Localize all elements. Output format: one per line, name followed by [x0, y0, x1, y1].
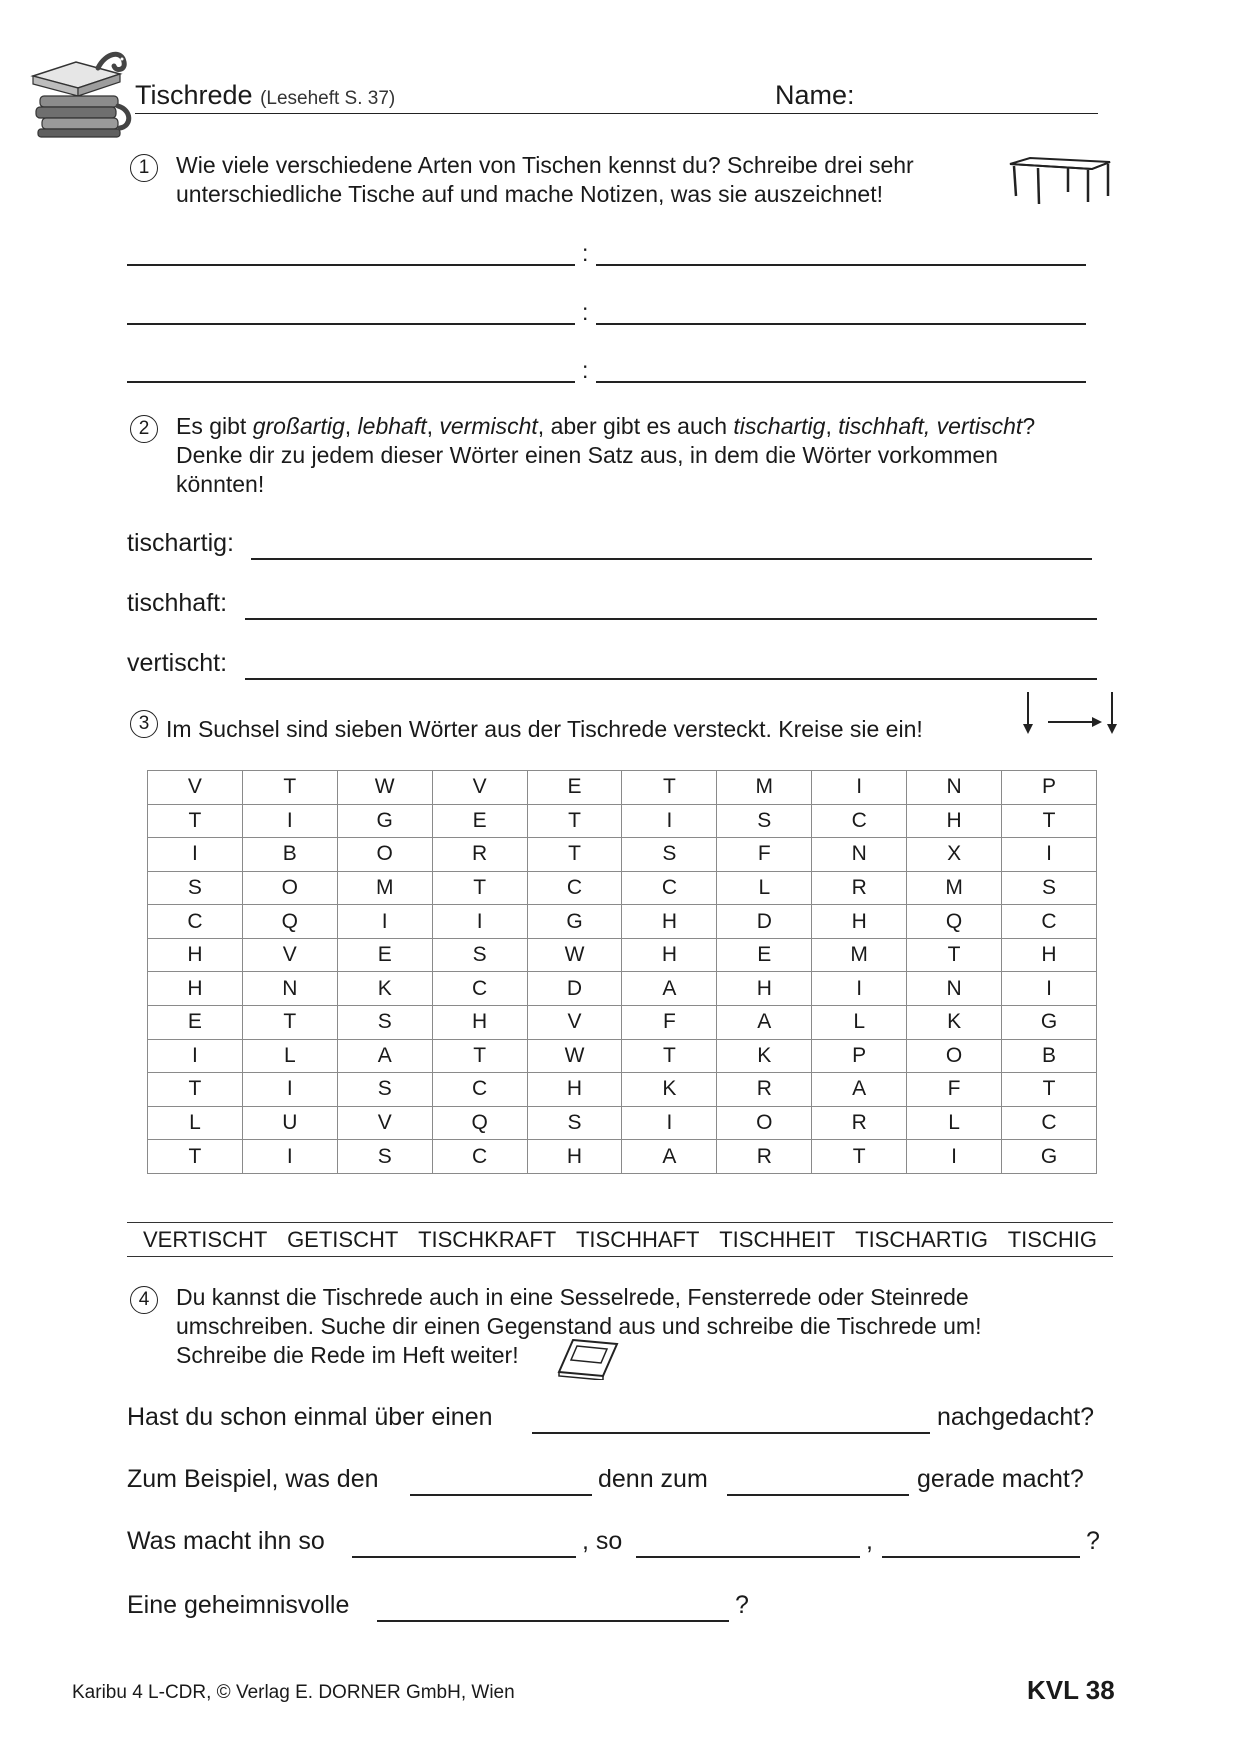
grid-cell[interactable]: C: [1002, 905, 1097, 939]
grid-cell[interactable]: I: [148, 838, 243, 872]
task1-text-line1: Wie viele verschiedene Arten von Tischen kennst du? Schreibe drei sehr: [176, 152, 914, 178]
grid-cell[interactable]: D: [527, 972, 622, 1006]
footer-page-code: KVL 38: [1027, 1675, 1115, 1705]
sentence-4-end: ?: [735, 1591, 749, 1619]
grid-row: [148, 1140, 1097, 1174]
grid-cell[interactable]: X: [907, 838, 1002, 872]
grid-cell[interactable]: R: [812, 1106, 907, 1140]
grid-cell[interactable]: T: [148, 1073, 243, 1107]
grid-cell[interactable]: I: [432, 905, 527, 939]
grid-cell[interactable]: W: [337, 771, 432, 805]
grid-cell[interactable]: B: [1002, 1039, 1097, 1073]
direction-arrows-icon: [1018, 690, 1118, 738]
sentence-4-blank[interactable]: [377, 1620, 729, 1622]
grid-cell[interactable]: A: [812, 1073, 907, 1107]
t2-frag-i: ,: [825, 413, 839, 439]
vertischt-label: vertischt:: [127, 649, 228, 677]
grid-cell[interactable]: I: [812, 972, 907, 1006]
grid-cell[interactable]: H: [432, 1006, 527, 1040]
grid-row: [148, 1073, 1097, 1107]
grid-cell[interactable]: I: [622, 804, 717, 838]
grid-cell[interactable]: I: [1002, 838, 1097, 872]
sentence-2-blank-1[interactable]: [410, 1494, 592, 1496]
grid-cell[interactable]: S: [432, 938, 527, 972]
grid-cell[interactable]: C: [622, 871, 717, 905]
grid-cell[interactable]: O: [717, 1106, 812, 1140]
grid-cell[interactable]: I: [812, 771, 907, 805]
grid-row: [148, 972, 1097, 1006]
grid-cell[interactable]: T: [907, 938, 1002, 972]
grid-cell[interactable]: P: [812, 1039, 907, 1073]
task1-text-line2: unterschiedliche Tische auf und mache Notizen, was sie auszeichnet!: [176, 181, 884, 207]
grid-cell[interactable]: T: [242, 1006, 337, 1040]
task1-answer-3-left[interactable]: [127, 381, 575, 383]
grid-cell[interactable]: K: [907, 1006, 1002, 1040]
grid-cell[interactable]: S: [717, 804, 812, 838]
grid-cell[interactable]: I: [242, 1140, 337, 1174]
grid-row: [148, 804, 1097, 838]
grid-cell[interactable]: A: [337, 1039, 432, 1073]
grid-row: [148, 871, 1097, 905]
grid-cell[interactable]: T: [622, 1039, 717, 1073]
grid-row: [148, 1039, 1097, 1073]
grid-cell[interactable]: O: [242, 871, 337, 905]
grid-cell[interactable]: A: [622, 972, 717, 1006]
table-icon: [1008, 156, 1113, 208]
page-title: [135, 80, 395, 111]
grid-cell[interactable]: K: [717, 1039, 812, 1073]
grid-cell[interactable]: M: [717, 771, 812, 805]
notebook-icon: [557, 1336, 619, 1380]
sentence-4-start: Eine geheimnisvolle: [127, 1591, 350, 1619]
grid-cell[interactable]: T: [1002, 1073, 1097, 1107]
grid-row: [148, 905, 1097, 939]
sentence-2-end: gerade macht?: [917, 1465, 1084, 1493]
grid-cell[interactable]: H: [148, 972, 243, 1006]
grid-cell[interactable]: F: [622, 1006, 717, 1040]
grid-cell[interactable]: H: [812, 905, 907, 939]
task2-instructions: [176, 412, 1035, 499]
grid-cell[interactable]: S: [622, 838, 717, 872]
tischartig-answer-line[interactable]: [251, 558, 1092, 560]
grid-cell[interactable]: L: [812, 1006, 907, 1040]
grid-cell[interactable]: T: [148, 804, 243, 838]
grid-cell[interactable]: Q: [242, 905, 337, 939]
sentence-1-blank[interactable]: [532, 1432, 930, 1434]
task2-number: 2: [130, 415, 158, 443]
t2-frag-d: lebhaft: [357, 413, 427, 439]
grid-cell[interactable]: T: [1002, 804, 1097, 838]
grid-cell[interactable]: L: [148, 1106, 243, 1140]
grid-cell[interactable]: M: [337, 871, 432, 905]
grid-cell[interactable]: T: [812, 1140, 907, 1174]
grid-cell[interactable]: T: [527, 804, 622, 838]
grid-cell[interactable]: B: [242, 838, 337, 872]
task4-text-line2: umschreiben. Suche dir einen Gegenstand aus und schreibe die Tischrede um!: [176, 1313, 982, 1339]
grid-cell[interactable]: G: [337, 804, 432, 838]
grid-cell[interactable]: T: [622, 771, 717, 805]
task1-colon-2: :: [582, 299, 589, 325]
grid-row: [148, 771, 1097, 805]
task3-number: 3: [130, 710, 158, 738]
t2-frag-k: ?: [1022, 413, 1036, 439]
grid-cell[interactable]: C: [432, 1073, 527, 1107]
grid-cell[interactable]: K: [622, 1073, 717, 1107]
grid-cell[interactable]: F: [907, 1073, 1002, 1107]
tischartig-label: tischartig:: [127, 529, 234, 557]
header-rule: [135, 113, 1098, 114]
grid-cell[interactable]: I: [1002, 972, 1097, 1006]
grid-cell[interactable]: G: [527, 905, 622, 939]
t2-frag-e: ,: [426, 413, 440, 439]
grid-cell[interactable]: N: [242, 972, 337, 1006]
grid-cell[interactable]: R: [812, 871, 907, 905]
grid-cell[interactable]: I: [242, 804, 337, 838]
grid-cell[interactable]: C: [1002, 1106, 1097, 1140]
task2-text-line3: könnten!: [176, 471, 265, 497]
footer-copyright: Karibu 4 L-CDR, © Verlag E. DORNER GmbH, Wien: [72, 1682, 515, 1703]
grid-cell[interactable]: S: [148, 871, 243, 905]
task1-answer-2-right[interactable]: [596, 323, 1086, 325]
grid-cell[interactable]: S: [337, 1140, 432, 1174]
grid-cell[interactable]: V: [432, 771, 527, 805]
grid-cell[interactable]: S: [337, 1006, 432, 1040]
word-list-item: TISCHKRAFT: [418, 1227, 557, 1252]
word-list-bar: [127, 1222, 1113, 1257]
title-text: Tischrede: [135, 80, 253, 110]
tischhaft-answer-line[interactable]: [245, 618, 1097, 620]
grid-cell[interactable]: N: [812, 838, 907, 872]
grid-cell[interactable]: C: [148, 905, 243, 939]
grid-cell[interactable]: V: [148, 771, 243, 805]
word-list-item: VERTISCHT: [143, 1227, 268, 1252]
grid-cell[interactable]: I: [148, 1039, 243, 1073]
grid-cell[interactable]: A: [717, 1006, 812, 1040]
grid-cell[interactable]: E: [337, 938, 432, 972]
sentence-3-blank-1[interactable]: [352, 1556, 576, 1558]
grid-row: [148, 1106, 1097, 1140]
grid-cell[interactable]: H: [622, 938, 717, 972]
grid-cell[interactable]: H: [622, 905, 717, 939]
grid-cell[interactable]: R: [717, 1073, 812, 1107]
grid-cell[interactable]: H: [717, 972, 812, 1006]
tischhaft-label: tischhaft:: [127, 589, 228, 617]
grid-cell[interactable]: W: [527, 938, 622, 972]
grid-cell[interactable]: P: [1002, 771, 1097, 805]
task3-text: Im Suchsel sind sieben Wörter aus der Tischrede versteckt. Kreise sie ein!: [166, 716, 923, 742]
grid-cell[interactable]: H: [527, 1073, 622, 1107]
grid-cell[interactable]: D: [717, 905, 812, 939]
grid-cell[interactable]: H: [1002, 938, 1097, 972]
grid-cell[interactable]: V: [527, 1006, 622, 1040]
grid-cell[interactable]: O: [907, 1039, 1002, 1073]
sentence-2-middle: denn zum: [598, 1465, 708, 1493]
word-search-grid: [147, 770, 1097, 1174]
grid-cell[interactable]: T: [527, 838, 622, 872]
grid-cell[interactable]: E: [527, 771, 622, 805]
task1-answer-1-right[interactable]: [596, 264, 1086, 266]
task2-text-line2: Denke dir zu jedem dieser Wörter einen Satz aus, in dem die Wörter vorkommen: [176, 442, 998, 468]
t2-frag-b: großartig: [252, 413, 345, 439]
grid-cell[interactable]: R: [717, 1140, 812, 1174]
title-subtitle: (Leseheft S. 37): [260, 88, 396, 109]
sentence-2-blank-2[interactable]: [727, 1494, 909, 1496]
grid-cell[interactable]: U: [242, 1106, 337, 1140]
grid-cell[interactable]: T: [432, 871, 527, 905]
sentence-3-start: Was macht ihn so: [127, 1527, 325, 1555]
sentence-1-start: Hast du schon einmal über einen: [127, 1403, 493, 1431]
grid-cell[interactable]: I: [337, 905, 432, 939]
grid-cell[interactable]: C: [812, 804, 907, 838]
book-stack-snake-icon: [28, 48, 133, 138]
sentence-3-end: ?: [1086, 1527, 1100, 1555]
grid-cell[interactable]: H: [148, 938, 243, 972]
sentence-2-start: Zum Beispiel, was den: [127, 1465, 379, 1493]
grid-cell[interactable]: C: [527, 871, 622, 905]
task1-instructions: [176, 151, 914, 209]
grid-cell[interactable]: C: [432, 972, 527, 1006]
grid-cell[interactable]: G: [1002, 1006, 1097, 1040]
grid-cell[interactable]: E: [717, 938, 812, 972]
grid-cell[interactable]: W: [527, 1039, 622, 1073]
grid-cell[interactable]: M: [812, 938, 907, 972]
grid-cell[interactable]: R: [432, 838, 527, 872]
name-label: Name:: [775, 80, 855, 110]
word-list-item: TISCHARTIG: [855, 1227, 988, 1252]
t2-frag-j: tischhaft, vertischt: [838, 413, 1023, 439]
vertischt-answer-line[interactable]: [245, 678, 1097, 680]
grid-cell[interactable]: E: [432, 804, 527, 838]
grid-cell[interactable]: S: [527, 1106, 622, 1140]
t2-frag-c: ,: [344, 413, 358, 439]
grid-row: [148, 1006, 1097, 1040]
task1-answer-2-left[interactable]: [127, 323, 575, 325]
task4-number: 4: [130, 1286, 158, 1314]
grid-cell[interactable]: G: [1002, 1140, 1097, 1174]
grid-cell[interactable]: I: [622, 1106, 717, 1140]
grid-cell[interactable]: I: [242, 1073, 337, 1107]
grid-cell[interactable]: S: [337, 1073, 432, 1107]
grid-row: [148, 938, 1097, 972]
grid-cell[interactable]: Q: [432, 1106, 527, 1140]
grid-cell[interactable]: I: [907, 1140, 1002, 1174]
sentence-3-comma: ,: [866, 1527, 873, 1555]
task1-colon-3: :: [582, 357, 589, 383]
grid-cell[interactable]: T: [432, 1039, 527, 1073]
grid-cell[interactable]: C: [432, 1140, 527, 1174]
grid-cell[interactable]: N: [907, 972, 1002, 1006]
word-list-item: GETISCHT: [287, 1227, 399, 1252]
word-list: [127, 1223, 1113, 1257]
grid-cell[interactable]: V: [242, 938, 337, 972]
grid-cell[interactable]: L: [242, 1039, 337, 1073]
t2-frag-a: Es gibt: [176, 413, 253, 439]
grid-cell[interactable]: S: [1002, 871, 1097, 905]
grid-cell[interactable]: A: [622, 1140, 717, 1174]
grid-cell[interactable]: Q: [907, 905, 1002, 939]
task2-text-line1: [176, 412, 1035, 441]
grid-cell[interactable]: H: [907, 804, 1002, 838]
task4-text-line3-text: Schreibe die Rede im Heft weiter!: [176, 1342, 519, 1368]
grid-cell[interactable]: L: [907, 1106, 1002, 1140]
t2-frag-h: tischartig: [733, 413, 826, 439]
word-list-item: TISCHIG: [1007, 1227, 1097, 1252]
sentence-3-so: , so: [582, 1527, 623, 1555]
sentence-3-blank-2[interactable]: [636, 1556, 860, 1558]
grid-cell[interactable]: T: [148, 1140, 243, 1174]
t2-frag-g: , aber gibt es auch: [537, 413, 734, 439]
grid-cell[interactable]: O: [337, 838, 432, 872]
grid-cell[interactable]: H: [527, 1140, 622, 1174]
sentence-1-end: nachgedacht?: [937, 1403, 1095, 1431]
task1-answer-1-left[interactable]: [127, 264, 575, 266]
grid-cell[interactable]: E: [148, 1006, 243, 1040]
word-list-item: TISCHHEIT: [719, 1227, 836, 1252]
task1-number: 1: [130, 154, 158, 182]
grid-cell[interactable]: T: [242, 771, 337, 805]
word-list-item: TISCHHAFT: [575, 1227, 700, 1252]
grid-cell[interactable]: V: [337, 1106, 432, 1140]
grid-cell[interactable]: N: [907, 771, 1002, 805]
grid-cell[interactable]: M: [907, 871, 1002, 905]
grid-row: [148, 838, 1097, 872]
task1-answer-3-right[interactable]: [596, 381, 1086, 383]
grid-cell[interactable]: L: [717, 871, 812, 905]
task4-text-line1: Du kannst die Tischrede auch in eine Sesselrede, Fensterrede oder Steinrede: [176, 1284, 969, 1310]
grid-cell[interactable]: K: [337, 972, 432, 1006]
task1-colon-1: :: [582, 240, 589, 266]
grid-cell[interactable]: F: [717, 838, 812, 872]
t2-frag-f: vermischt: [439, 413, 538, 439]
sentence-3-blank-3[interactable]: [882, 1556, 1080, 1558]
